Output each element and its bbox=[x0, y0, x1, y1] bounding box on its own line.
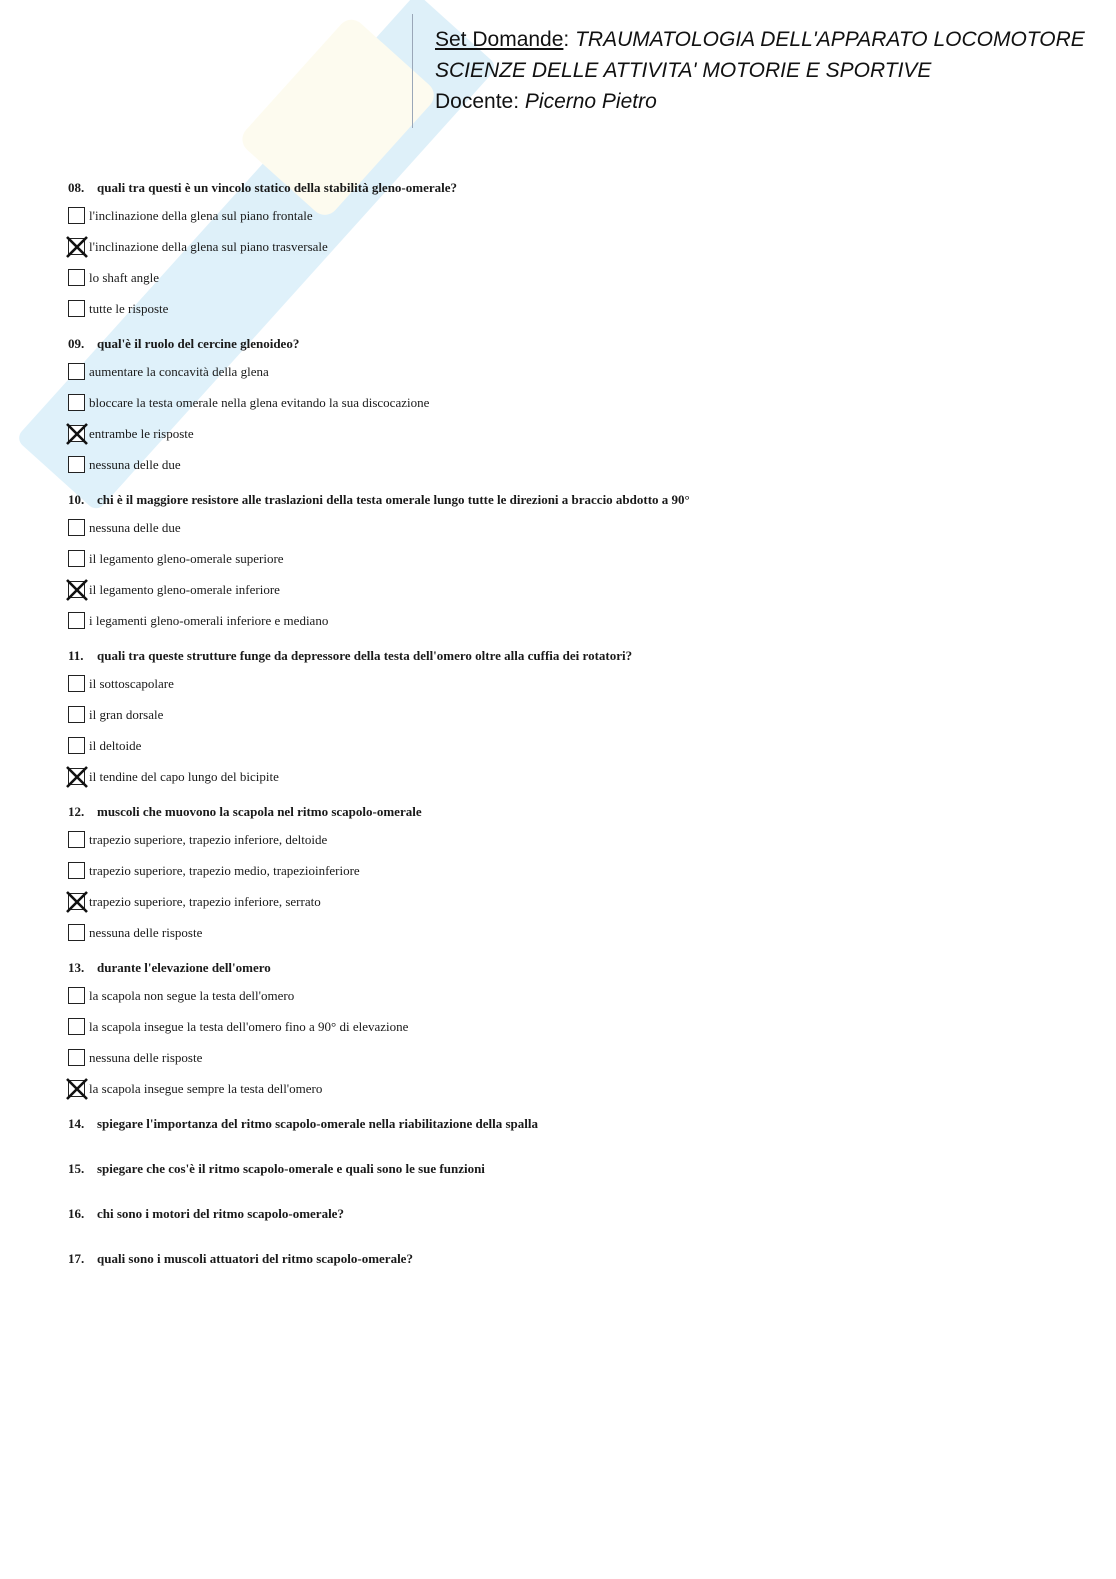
answer-option[interactable] bbox=[68, 730, 1068, 761]
degree-title: SCIENZE DELLE ATTIVITA' MOTORIE E SPORTIVE bbox=[435, 59, 932, 82]
teacher-label: Docente: bbox=[435, 90, 525, 113]
question-block bbox=[68, 800, 1068, 956]
question-title bbox=[68, 1157, 1068, 1181]
checkbox-checked[interactable] bbox=[68, 238, 85, 255]
answer-option[interactable] bbox=[68, 605, 1068, 636]
checkbox[interactable] bbox=[68, 706, 85, 723]
answer-option-text: l'inclinazione della glena sul piano frontale bbox=[89, 208, 313, 223]
answer-option[interactable] bbox=[68, 1073, 1068, 1104]
question-text: spiegare l'importanza del ritmo scapolo-omerale nella riabilitazione della spalla bbox=[97, 1116, 538, 1131]
checkbox[interactable] bbox=[68, 1049, 85, 1066]
question-text: quali tra questi è un vincolo statico della stabilità gleno-omerale? bbox=[97, 180, 458, 195]
checkbox-checked[interactable] bbox=[68, 581, 85, 598]
course-title: TRAUMATOLOGIA DELL'APPARATO LOCOMOTORE bbox=[575, 28, 1085, 51]
answer-option-text: il deltoide bbox=[89, 738, 142, 753]
question-block bbox=[68, 956, 1068, 1112]
answer-option-text: lo shaft angle bbox=[89, 270, 160, 285]
answer-option[interactable] bbox=[68, 761, 1068, 792]
answer-option-text: i legamenti gleno-omerali inferiore e mediano bbox=[89, 613, 329, 628]
question-block bbox=[68, 332, 1068, 488]
answer-option[interactable] bbox=[68, 231, 1068, 262]
answer-option-text: nessuna delle due bbox=[89, 520, 181, 535]
question-title bbox=[68, 176, 1068, 200]
answer-option-text: tutte le risposte bbox=[89, 301, 169, 316]
checkbox-checked[interactable] bbox=[68, 1080, 85, 1097]
answer-option-text: trapezio superiore, trapezio medio, trapezioinferiore bbox=[89, 863, 360, 878]
answer-option-text: il gran dorsale bbox=[89, 707, 164, 722]
answer-option[interactable] bbox=[68, 668, 1068, 699]
question-spacer bbox=[68, 792, 1068, 800]
question-number: 16. bbox=[68, 1206, 85, 1221]
question-text: quali sono i muscoli attuatori del ritmo scapolo-omerale? bbox=[97, 1251, 413, 1266]
answer-option-text: aumentare la concavità della glena bbox=[89, 364, 269, 379]
document-header bbox=[435, 24, 1085, 117]
answer-option-text: nessuna delle risposte bbox=[89, 1050, 203, 1065]
answer-option-text: la scapola insegue la testa dell'omero fino a 90° di elevazione bbox=[89, 1019, 409, 1034]
question-title bbox=[68, 1202, 1068, 1226]
answer-option[interactable] bbox=[68, 886, 1068, 917]
open-question-block bbox=[68, 1247, 1068, 1292]
set-label: Set Domande bbox=[435, 28, 564, 51]
question-number: 15. bbox=[68, 1161, 85, 1176]
answer-option[interactable] bbox=[68, 200, 1068, 231]
checkbox-checked[interactable] bbox=[68, 893, 85, 910]
cross-mark-icon bbox=[66, 891, 88, 913]
checkbox[interactable] bbox=[68, 862, 85, 879]
answer-option-text: il legamento gleno-omerale inferiore bbox=[89, 582, 280, 597]
question-number: 12. bbox=[68, 804, 85, 819]
question-spacer bbox=[68, 636, 1068, 644]
answer-option-text: il tendine del capo lungo del bicipite bbox=[89, 769, 279, 784]
answer-option[interactable] bbox=[68, 387, 1068, 418]
question-text: spiegare che cos'è il ritmo scapolo-omerale e quali sono le sue funzioni bbox=[97, 1161, 485, 1176]
answer-option-text: trapezio superiore, trapezio inferiore, deltoide bbox=[89, 832, 328, 847]
checkbox[interactable] bbox=[68, 987, 85, 1004]
question-spacer bbox=[68, 948, 1068, 956]
checkbox[interactable] bbox=[68, 394, 85, 411]
answer-option[interactable] bbox=[68, 699, 1068, 730]
header-line-course bbox=[435, 24, 1085, 55]
answer-option-text: entrambe le risposte bbox=[89, 426, 194, 441]
question-title bbox=[68, 332, 1068, 356]
question-number: 09. bbox=[68, 336, 85, 351]
checkbox-checked[interactable] bbox=[68, 425, 85, 442]
question-title bbox=[68, 488, 1068, 512]
question-number: 11. bbox=[68, 648, 84, 663]
answer-option-text: la scapola non segue la testa dell'omero bbox=[89, 988, 295, 1003]
answer-option-text: nessuna delle due bbox=[89, 457, 181, 472]
question-text: quali tra queste strutture funge da depressore della testa dell'omero oltre alla cuffia dei rotatori? bbox=[97, 648, 633, 663]
question-number: 14. bbox=[68, 1116, 85, 1131]
checkbox[interactable] bbox=[68, 675, 85, 692]
header-line-teacher bbox=[435, 86, 1085, 117]
answer-option[interactable] bbox=[68, 917, 1068, 948]
checkbox[interactable] bbox=[68, 924, 85, 941]
answer-option[interactable] bbox=[68, 356, 1068, 387]
answer-option[interactable] bbox=[68, 1011, 1068, 1042]
checkbox[interactable] bbox=[68, 737, 85, 754]
question-text: chi sono i motori del ritmo scapolo-omerale? bbox=[97, 1206, 344, 1221]
question-text: chi è il maggiore resistore alle traslazioni della testa omerale lungo tutte le direzioni a braccio abdotto a 90° bbox=[97, 492, 690, 507]
answer-option[interactable] bbox=[68, 980, 1068, 1011]
answer-option[interactable] bbox=[68, 293, 1068, 324]
checkbox[interactable] bbox=[68, 831, 85, 848]
question-text: qual'è il ruolo del cercine glenoideo? bbox=[97, 336, 300, 351]
answer-option-text: trapezio superiore, trapezio inferiore, serrato bbox=[89, 894, 321, 909]
question-spacer bbox=[68, 324, 1068, 332]
question-title bbox=[68, 956, 1068, 980]
question-text: durante l'elevazione dell'omero bbox=[97, 960, 271, 975]
header-divider bbox=[412, 14, 413, 128]
checkbox[interactable] bbox=[68, 550, 85, 567]
answer-option[interactable] bbox=[68, 449, 1068, 480]
answer-option[interactable] bbox=[68, 824, 1068, 855]
open-question-block bbox=[68, 1202, 1068, 1247]
checkbox[interactable] bbox=[68, 612, 85, 629]
open-question-block bbox=[68, 1112, 1068, 1157]
question-block bbox=[68, 176, 1068, 332]
open-question-block bbox=[68, 1157, 1068, 1202]
answer-option[interactable] bbox=[68, 262, 1068, 293]
checkbox-checked[interactable] bbox=[68, 768, 85, 785]
question-block bbox=[68, 488, 1068, 644]
answer-option-text: il sottoscapolare bbox=[89, 676, 174, 691]
question-title bbox=[68, 1247, 1068, 1271]
question-title bbox=[68, 1112, 1068, 1136]
question-title bbox=[68, 644, 1068, 668]
question-list bbox=[68, 176, 1068, 1292]
answer-option-text: il legamento gleno-omerale superiore bbox=[89, 551, 284, 566]
checkbox[interactable] bbox=[68, 207, 85, 224]
answer-option[interactable] bbox=[68, 543, 1068, 574]
answer-option-text: l'inclinazione della glena sul piano trasversale bbox=[89, 239, 328, 254]
checkbox[interactable] bbox=[68, 269, 85, 286]
answer-option[interactable] bbox=[68, 418, 1068, 449]
question-number: 13. bbox=[68, 960, 85, 975]
question-text: muscoli che muovono la scapola nel ritmo scapolo-omerale bbox=[97, 804, 422, 819]
question-spacer bbox=[68, 1104, 1068, 1112]
question-block bbox=[68, 644, 1068, 800]
question-spacer bbox=[68, 480, 1068, 488]
set-separator: : bbox=[563, 28, 576, 51]
answer-option[interactable] bbox=[68, 512, 1068, 543]
answer-option[interactable] bbox=[68, 855, 1068, 886]
answer-option-text: bloccare la testa omerale nella glena evitando la sua discocazione bbox=[89, 395, 430, 410]
question-number: 17. bbox=[68, 1251, 85, 1266]
answer-option[interactable] bbox=[68, 1042, 1068, 1073]
checkbox[interactable] bbox=[68, 363, 85, 380]
cross-mark-icon bbox=[66, 236, 88, 258]
answer-option-text: la scapola insegue sempre la testa dell'omero bbox=[89, 1081, 323, 1096]
question-number: 08. bbox=[68, 180, 85, 195]
cross-mark-icon bbox=[66, 579, 88, 601]
checkbox[interactable] bbox=[68, 1018, 85, 1035]
checkbox[interactable] bbox=[68, 456, 85, 473]
answer-option[interactable] bbox=[68, 574, 1068, 605]
answer-option-text: nessuna delle risposte bbox=[89, 925, 203, 940]
checkbox[interactable] bbox=[68, 300, 85, 317]
question-number: 10. bbox=[68, 492, 85, 507]
cross-mark-icon bbox=[66, 766, 88, 788]
teacher-name: Picerno Pietro bbox=[524, 90, 657, 113]
cross-mark-icon bbox=[66, 423, 88, 445]
cross-mark-icon bbox=[66, 1078, 88, 1100]
checkbox[interactable] bbox=[68, 519, 85, 536]
question-title bbox=[68, 800, 1068, 824]
